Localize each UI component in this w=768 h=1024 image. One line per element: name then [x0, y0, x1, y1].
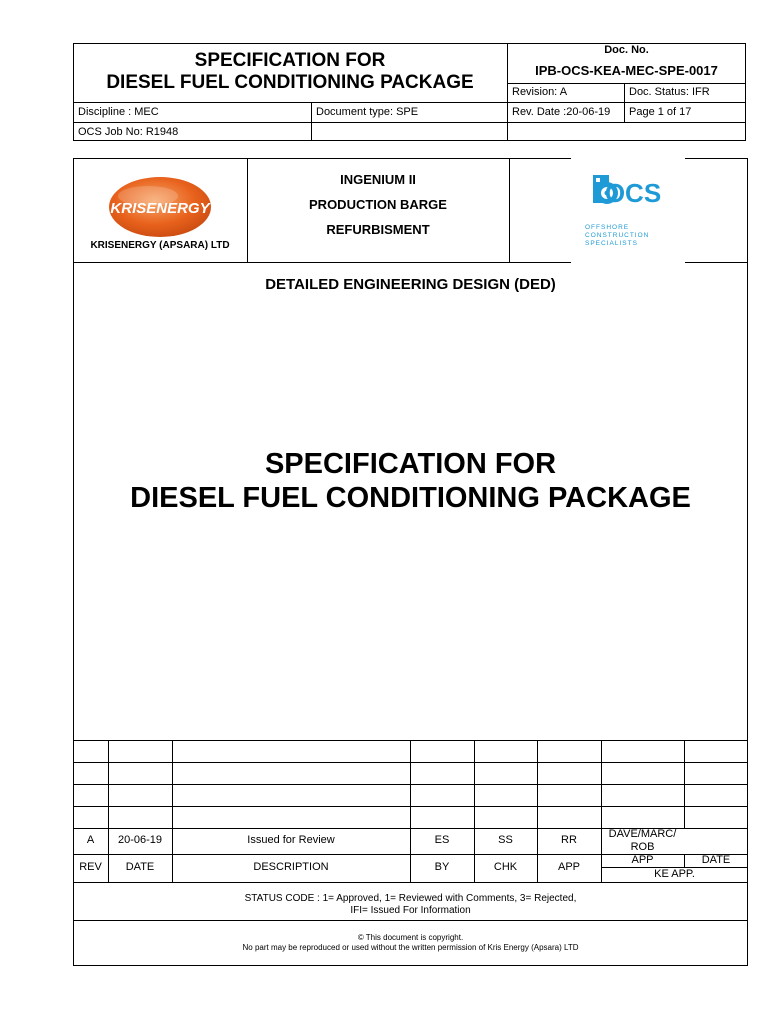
- design-phase-title: DETAILED ENGINEERING DESIGN (DED): [265, 276, 556, 293]
- rev-a-date: 20-06-19: [117, 834, 163, 846]
- rev-a-chk: SS: [498, 834, 513, 846]
- job-no: OCS Job No: R1948: [78, 126, 179, 138]
- col-header-chk: CHK: [493, 861, 518, 873]
- copyright-line-1: © This document is copyright.: [357, 933, 464, 942]
- doc-status: Doc. Status: IFR: [629, 86, 710, 98]
- header-rev-split: [624, 83, 625, 122]
- status-code-line-1: STATUS CODE : 1= Approved, 1= Reviewed with Comments, 3= Rejected,: [244, 893, 577, 904]
- ocs-tagline-3: SPECIALISTS: [585, 240, 638, 247]
- ocs-tagline-1: OFFSHORE: [585, 224, 630, 231]
- doc-no: IPB-OCS-KEA-MEC-SPE-0017: [535, 63, 718, 78]
- rev-date: Rev. Date :20-06-19: [512, 106, 611, 118]
- col-header-date: DATE: [125, 861, 155, 873]
- document-title-line-2: DIESEL FUEL CONDITIONING PACKAGE: [130, 482, 691, 514]
- header-title-line-1: SPECIFICATION FOR: [194, 50, 386, 71]
- logo-divider-right: [509, 158, 510, 262]
- rev-table-bottom: [73, 882, 748, 883]
- footer-divider: [73, 920, 748, 921]
- header-divider: [507, 43, 508, 141]
- header-rev-line: [507, 83, 746, 84]
- client-name: KRISENERGY (APSARA) LTD: [90, 240, 230, 251]
- project-line-2: PRODUCTION BARGE: [309, 197, 447, 212]
- krisenergy-logo-text: KRISENERGY: [110, 200, 210, 217]
- rev-col-7a: [684, 740, 685, 828]
- ocs-tagline-2: CONSTRUCTION: [585, 232, 650, 239]
- rev-a-app: RR: [561, 834, 577, 846]
- col-header-by: BY: [434, 861, 450, 873]
- col-header-rev: REV: [79, 861, 102, 873]
- header-row-line-1: [73, 102, 746, 103]
- page-number: Page 1 of 17: [629, 106, 692, 118]
- rev-a-ke-app: DAVE/MARC/ ROB: [608, 828, 677, 853]
- copyright-line-2: No part may be reproduced or used without the written permission of Kris Energy (Apsara) LTD: [242, 943, 579, 952]
- col-header-ke-app-app: APP: [631, 854, 654, 866]
- ocs-logo-text: OCS: [604, 178, 662, 208]
- document-type: Document type: SPE: [316, 106, 419, 118]
- krisenergy-logo: [108, 176, 212, 238]
- revision: Revision: A: [512, 86, 568, 98]
- status-code-line-2: IFI= Issued For Information: [350, 905, 471, 916]
- header-doctype-split: [311, 102, 312, 141]
- rev-a-description: Issued for Review: [247, 834, 335, 846]
- project-line-1: INGENIUM II: [340, 172, 416, 187]
- rev-a-by: ES: [434, 834, 450, 846]
- rev-a-rev: A: [86, 834, 95, 846]
- col-header-ke-app-date: DATE: [701, 854, 731, 866]
- discipline: Discipline : MEC: [78, 106, 159, 118]
- col-header-ke-app: KE APP.: [654, 868, 695, 880]
- project-line-3: REFURBISMENT: [326, 222, 430, 237]
- header-row-line-2: [73, 122, 746, 123]
- doc-no-label: Doc. No.: [604, 44, 649, 56]
- ocs-logo: [571, 157, 685, 263]
- col-header-app: APP: [557, 861, 580, 873]
- header-title-line-2: DIESEL FUEL CONDITIONING PACKAGE: [106, 72, 474, 93]
- document-title-line-1: SPECIFICATION FOR: [264, 448, 557, 480]
- col-header-description: DESCRIPTION: [253, 861, 329, 873]
